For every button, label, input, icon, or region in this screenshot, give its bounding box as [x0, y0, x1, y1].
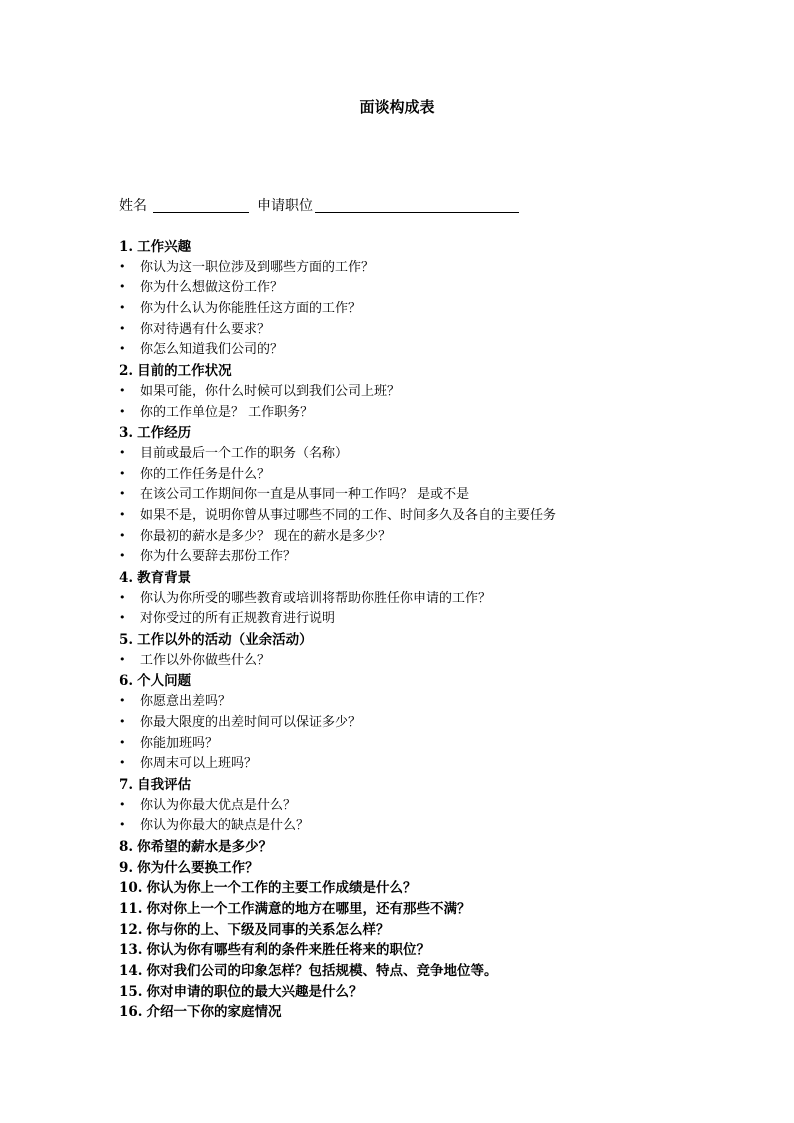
section-heading-text: 介绍一下你的家庭情况 — [146, 1004, 282, 1021]
question-text: 你对待遇有什么要求？ — [140, 321, 271, 337]
question-text: 你为什么要辞去那份工作？ — [140, 549, 297, 565]
question-text: 你能加班吗？ — [140, 735, 219, 751]
question-item — [119, 609, 759, 630]
section-heading-text: 你对申请的职位的最大兴趣是什么？ — [146, 983, 363, 1000]
question-item — [119, 403, 759, 424]
bullet-icon: • — [119, 342, 126, 356]
name-blank-field[interactable] — [153, 197, 249, 213]
question-item — [119, 796, 759, 817]
section-number: 7. — [119, 776, 134, 793]
bullet-icon: • — [119, 735, 126, 749]
bullet-icon: • — [119, 714, 126, 728]
bullet-icon: • — [119, 797, 126, 811]
question-text: 你认为你最大的缺点是什么？ — [140, 818, 310, 834]
section-number: 15. — [119, 983, 143, 1000]
section-number: 1. — [119, 239, 134, 255]
section-heading-text: 你希望的薪水是多少？ — [137, 838, 273, 855]
section-number: 8. — [119, 838, 134, 855]
question-item — [119, 485, 759, 506]
question-item — [119, 444, 759, 465]
section-heading — [119, 361, 759, 382]
section-heading — [119, 878, 759, 899]
bullet-icon: • — [119, 549, 126, 563]
section-heading-text: 你与你的上、下级及同事的关系怎么样？ — [146, 921, 390, 938]
question-item — [119, 589, 759, 610]
bullet-icon: • — [119, 445, 126, 459]
bullet-icon: • — [119, 652, 126, 666]
bullet-icon: • — [119, 590, 126, 604]
question-text: 你的工作任务是什么？ — [140, 466, 271, 482]
question-item — [119, 734, 759, 755]
section-heading — [119, 423, 759, 444]
section-heading — [119, 630, 759, 651]
bullet-icon: • — [119, 818, 126, 832]
question-item — [119, 713, 759, 734]
section-number: 4. — [119, 570, 134, 586]
question-item — [119, 320, 759, 341]
question-text: 你为什么想做这份工作？ — [140, 280, 284, 296]
section-number: 16. — [119, 1004, 143, 1021]
section-heading-text: 工作经历 — [137, 425, 192, 442]
question-text: 你最大限度的出差时间可以保证多少？ — [140, 714, 362, 730]
question-text: 你最初的薪水是多少？ 现在的薪水是多少？ — [140, 528, 392, 544]
question-text: 对你受过的所有正规教育进行说明 — [140, 611, 336, 627]
bullet-icon: • — [119, 301, 126, 315]
bullet-icon: • — [119, 487, 126, 501]
question-item — [119, 340, 759, 361]
question-text: 在该公司工作期间你一直是从事同一种工作吗？ 是或不是 — [140, 487, 470, 503]
question-list — [119, 237, 759, 1023]
position-blank-field[interactable] — [315, 197, 519, 213]
section-heading — [119, 568, 759, 589]
section-number: 14. — [119, 963, 143, 980]
section-number: 2. — [119, 363, 134, 380]
question-item — [119, 692, 759, 713]
bullet-icon: • — [119, 507, 126, 521]
section-number: 11. — [119, 901, 143, 917]
question-item — [119, 651, 759, 672]
question-text: 你为什么认为你能胜任这方面的工作？ — [140, 301, 362, 317]
section-number: 3. — [119, 425, 134, 442]
section-heading-text: 你认为你上一个工作的主要工作成绩是什么？ — [146, 880, 417, 897]
section-heading — [119, 899, 759, 920]
question-text: 你认为这一职位涉及到哪些方面的工作？ — [140, 259, 375, 275]
section-heading — [119, 940, 759, 961]
bullet-icon: • — [119, 280, 126, 294]
question-item — [119, 754, 759, 775]
bullet-icon: • — [119, 528, 126, 542]
bullet-icon: • — [119, 383, 126, 397]
question-text: 你认为你最大优点是什么？ — [140, 797, 297, 813]
section-number: 5. — [119, 632, 134, 649]
section-heading-text: 工作兴趣 — [137, 239, 192, 255]
section-heading — [119, 920, 759, 941]
section-heading-text: 你对我们公司的印象怎样？包括规模、特点、竞争地位等。 — [146, 963, 498, 980]
section-heading-text: 你对你上一个工作满意的地方在哪里，还有那些不满？ — [146, 901, 471, 917]
question-text: 你的工作单位是？ 工作职务？ — [140, 404, 314, 420]
section-heading — [119, 1002, 759, 1023]
applicant-info-line — [119, 196, 619, 216]
section-number: 12. — [119, 921, 143, 938]
question-text: 如果可能，你什么时候可以到我们公司上班？ — [140, 383, 401, 399]
question-text: 你周末可以上班吗？ — [140, 756, 258, 772]
section-heading — [119, 982, 759, 1003]
section-heading — [119, 961, 759, 982]
question-item — [119, 299, 759, 320]
question-text: 如果不是，说明你曾从事过哪些不同的工作、时间多久及各自的主要任务 — [140, 507, 557, 523]
section-number: 6. — [119, 673, 134, 690]
question-item — [119, 816, 759, 837]
bullet-icon: • — [119, 756, 126, 770]
position-label: 申请职位 — [257, 198, 313, 214]
name-label: 姓名 — [119, 198, 147, 214]
bullet-icon: • — [119, 404, 126, 418]
section-heading-text: 你为什么要换工作？ — [137, 859, 259, 876]
section-heading — [119, 671, 759, 692]
document-title: 面谈构成表 — [359, 98, 435, 116]
section-number: 9. — [119, 859, 134, 876]
question-text: 目前或最后一个工作的职务（名称） — [140, 445, 349, 461]
section-heading — [119, 858, 759, 879]
question-item — [119, 278, 759, 299]
section-heading-text: 你认为你有哪些有利的条件来胜任将来的职位？ — [146, 942, 430, 959]
question-text: 你认为你所受的哪些教育或培训将帮助你胜任你申请的工作？ — [140, 590, 492, 606]
bullet-icon: • — [119, 259, 126, 273]
question-item — [119, 527, 759, 548]
bullet-icon: • — [119, 611, 126, 625]
question-item — [119, 382, 759, 403]
section-number: 10. — [119, 880, 143, 897]
question-text: 你愿意出差吗？ — [140, 694, 232, 710]
question-item — [119, 258, 759, 279]
section-heading — [119, 837, 759, 858]
section-heading — [119, 775, 759, 796]
bullet-icon: • — [119, 321, 126, 335]
section-number: 13. — [119, 942, 143, 959]
question-item — [119, 465, 759, 486]
bullet-icon: • — [119, 466, 126, 480]
section-heading-text: 工作以外的活动（业余活动） — [137, 632, 313, 649]
section-heading-text: 目前的工作状况 — [137, 363, 232, 380]
question-item — [119, 547, 759, 568]
section-heading-text: 自我评估 — [137, 776, 192, 793]
question-text: 你怎么知道我们公司的？ — [140, 342, 284, 358]
bullet-icon: • — [119, 694, 126, 708]
section-heading-text: 教育背景 — [137, 570, 192, 586]
section-heading-text: 个人问题 — [137, 673, 192, 690]
question-item — [119, 506, 759, 527]
question-text: 工作以外你做些什么？ — [140, 652, 271, 668]
section-heading — [119, 237, 759, 258]
